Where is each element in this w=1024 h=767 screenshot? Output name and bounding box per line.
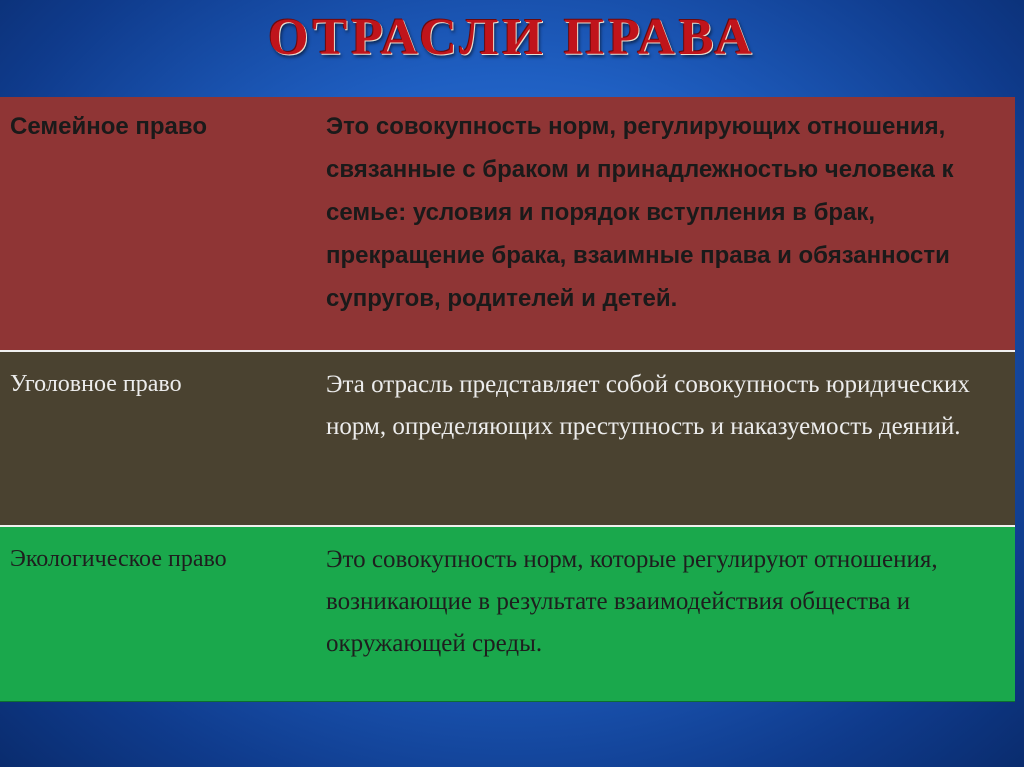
table-row-environmental-law xyxy=(0,525,1015,702)
term-cell: Экологическое право xyxy=(10,546,227,572)
definition-cell: Эта отрасль представляет собой совокупность юридических норм, определяющих преступность и наказуемость деяний. xyxy=(326,371,970,440)
law-branches-table xyxy=(0,97,1015,702)
slide-title: ОТРАСЛИ ПРАВА xyxy=(268,9,756,66)
term-cell: Уголовное право xyxy=(10,371,182,397)
definition-cell: Это совокупность норм, которые регулируют отношения, возникающие в результате взаимодействия общества и окружающей среды. xyxy=(326,546,938,657)
definition-cell: Это совокупность норм, регулирующих отношения, связанные с браком и принадлежностью человека к семье: условия и порядок вступления в брак, прекращение брака, взаимные права и обязанности супругов, родителей и детей. xyxy=(326,113,954,312)
term-cell: Семейное право xyxy=(10,113,207,140)
table-row-family-law xyxy=(0,97,1015,350)
table-row-criminal-law xyxy=(0,350,1015,525)
